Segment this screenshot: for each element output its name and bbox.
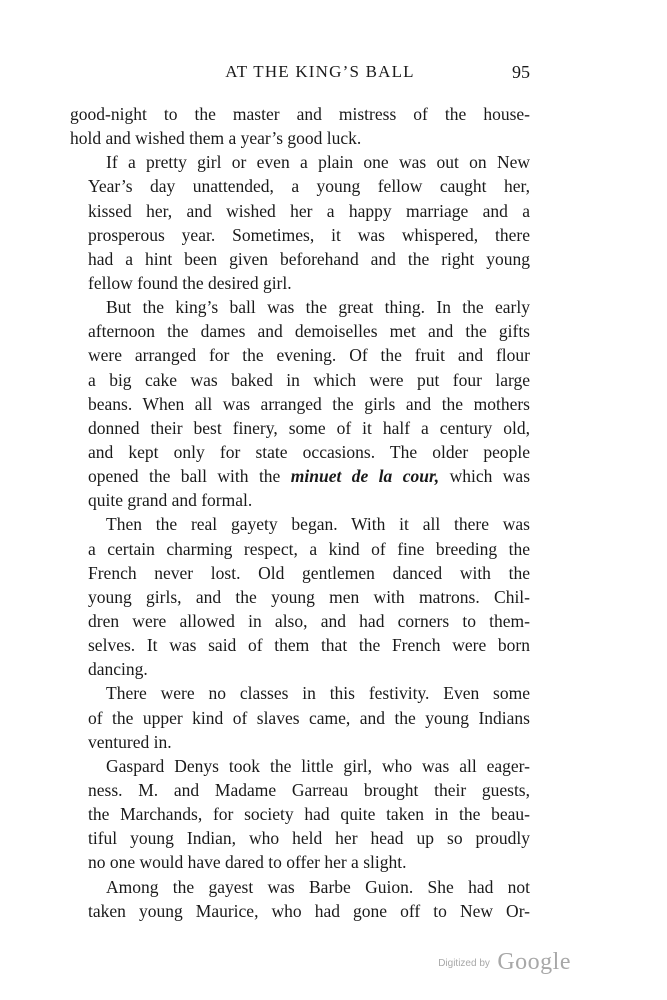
- text-line: Gaspard Denys took the little girl, who was all eager-: [106, 755, 530, 776]
- text-segment: which was: [439, 466, 531, 487]
- text-line: a certain charming respect, a kind of fine breeding the: [88, 538, 530, 559]
- text-segment: opened the ball with the: [88, 466, 291, 487]
- text-line: beans. When all was arranged the girls and the mothers: [88, 393, 530, 414]
- text-line: selves. It was said of them that the French were born: [88, 635, 530, 656]
- running-title: AT THE KING’S BALL: [225, 62, 415, 81]
- text-line: dancing.: [88, 659, 148, 680]
- text-line: and kept only for state occasions. The older people: [88, 441, 530, 462]
- text-line: taken young Maurice, who had gone off to New Or-: [88, 900, 530, 921]
- text-line: hold and wished them a year’s good luck.: [70, 128, 362, 149]
- text-line: the Marchands, for society had quite taken in the beau-: [88, 804, 530, 825]
- text-line: Then the real gayety began. With it all there was: [106, 514, 530, 535]
- text-line: kissed her, and wished her a happy marriage and a: [88, 200, 530, 221]
- text-line: ness. M. and Madame Garreau brought their guests,: [88, 779, 530, 800]
- paragraph: [70, 875, 530, 923]
- text-line: a big cake was baked in which were put four large: [88, 369, 530, 390]
- text-line: French never lost. Old gentlemen danced with the: [88, 562, 530, 583]
- text-line: had a hint been given beforehand and the right young: [88, 248, 530, 269]
- text-line: But the king’s ball was the great thing. In the early: [106, 297, 530, 318]
- text-line: quite grand and formal.: [88, 490, 253, 511]
- paragraph: [70, 102, 530, 150]
- digitized-watermark: [438, 949, 571, 976]
- text-line-with-italic: [70, 464, 530, 488]
- paragraph: [70, 512, 530, 681]
- book-page: [70, 62, 530, 923]
- paragraph: [70, 754, 530, 875]
- text-line: Year’s day unattended, a young fellow caught her,: [88, 176, 530, 197]
- text-line: fellow found the desired girl.: [88, 272, 292, 293]
- text-line: dren were allowed in also, and had corners to them-: [88, 610, 530, 631]
- text-line: afternoon the dames and demoiselles met and the gifts: [88, 321, 530, 342]
- italic-phrase: minuet de la cour,: [290, 466, 440, 487]
- text-line: young girls, and the young men with matrons. Chil-: [88, 586, 530, 607]
- text-line: no one would have dared to offer her a slight.: [88, 852, 407, 873]
- text-line: tiful young Indian, who held her head up so proudly: [88, 828, 530, 849]
- watermark-brand: Google: [497, 949, 571, 975]
- text-line: prosperous year. Sometimes, it was whispered, there: [88, 224, 530, 245]
- text-line: good-night to the master and mistress of the house-: [70, 104, 530, 124]
- text-line: of the upper kind of slaves came, and the young Indians: [88, 707, 530, 728]
- paragraph: [70, 150, 530, 295]
- page-number: 95: [512, 62, 530, 82]
- text-line: If a pretty girl or even a plain one was out on New: [106, 152, 530, 173]
- watermark-prefix: Digitized by: [438, 958, 490, 969]
- text-line: There were no classes in this festivity. Even some: [106, 683, 530, 704]
- paragraph: [70, 295, 530, 512]
- body-text: [70, 102, 530, 923]
- text-line: were arranged for the evening. Of the fruit and flour: [88, 345, 530, 366]
- running-head: [70, 62, 530, 92]
- text-line: ventured in.: [88, 731, 172, 752]
- text-line: Among the gayest was Barbe Guion. She had not: [106, 876, 530, 897]
- paragraph: [70, 681, 530, 753]
- text-line: donned their best finery, some of it half a century old,: [88, 417, 530, 438]
